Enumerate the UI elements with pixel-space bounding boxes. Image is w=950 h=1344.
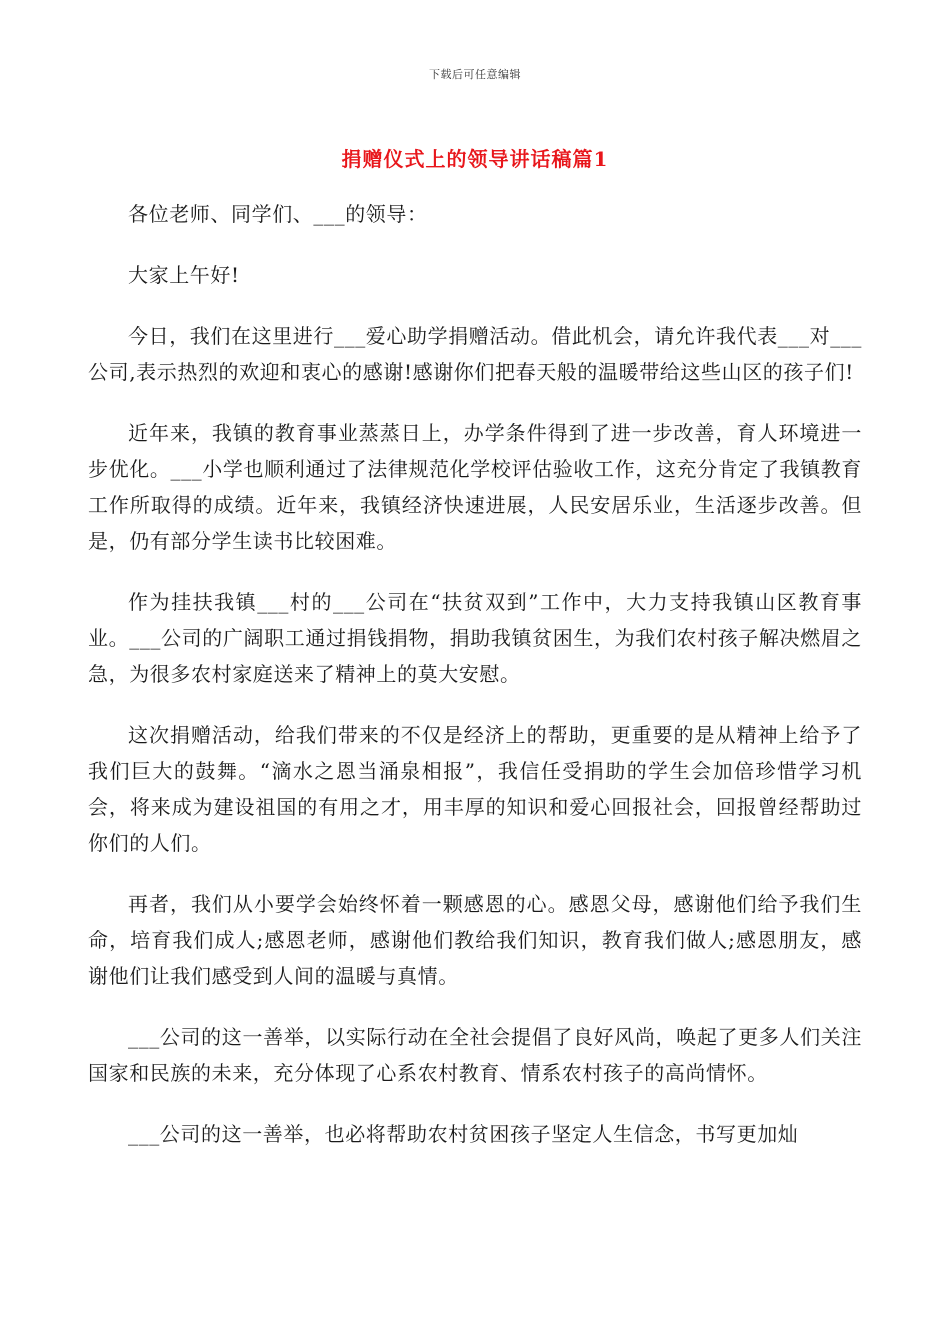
paragraph: 今日，我们在这里进行___爱心助学捐赠活动。借此机会，请允许我代表___对___公司,表示热烈的欢迎和衷心的感谢!感谢你们把春天般的温暖带给这些山区的孩子们!	[88, 324, 862, 384]
document-title: 捐赠仪式上的领导讲话稿篇1	[341, 147, 609, 171]
document-body	[88, 196, 862, 1177]
paragraph: 作为挂扶我镇___村的___公司在“扶贫双到”工作中，大力支持我镇山区教育事业。___公司的广阔职工通过捐钱捐物，捐助我镇贫困生，为我们农村孩子解决燃眉之急，为很多农村家庭送来了精神上的莫大安慰。	[88, 590, 862, 686]
paragraph: 再者，我们从小要学会始终怀着一颗感恩的心。感恩父母，感谢他们给予我们生命，培育我们成人;感恩老师，感谢他们教给我们知识，教育我们做人;感恩朋友，感谢他们让我们感受到人间的温暖与真情。	[88, 892, 862, 988]
paragraph: 这次捐赠活动，给我们带来的不仅是经济上的帮助，更重要的是从精神上给予了我们巨大的鼓舞。“滴水之恩当涌泉相报”，我信任受捐助的学生会加倍珍惜学习机会，将来成为建设祖国的有用之才，用丰厚的知识和爱心回报社会，回报曾经帮助过你们的人们。	[88, 723, 862, 855]
paragraph-salutation: 各位老师、同学们、___的领导：	[128, 202, 428, 226]
paragraph: 近年来，我镇的教育事业蒸蒸日上，办学条件得到了进一步改善，育人环境进一步优化。___小学也顺利通过了法律规范化学校评估验收工作，这充分肯定了我镇教育工作所取得的成绩。近年来，我镇经济快速进展，人民安居乐业，生活逐步改善。但是，仍有部分学生读书比较困难。	[88, 421, 862, 553]
paragraph: ___公司的这一善举，也必将帮助农村贫困孩子坚定人生信念，书写更加灿	[128, 1122, 799, 1146]
paragraph-greeting: 大家上午好!	[128, 263, 240, 287]
header-note: 下载后可任意编辑	[429, 68, 521, 81]
paragraph: ___公司的这一善举，以实际行动在全社会提倡了良好风尚，唤起了更多人们关注国家和民族的未来，充分体现了心系农村教育、情系农村孩子的高尚情怀。	[88, 1025, 862, 1085]
